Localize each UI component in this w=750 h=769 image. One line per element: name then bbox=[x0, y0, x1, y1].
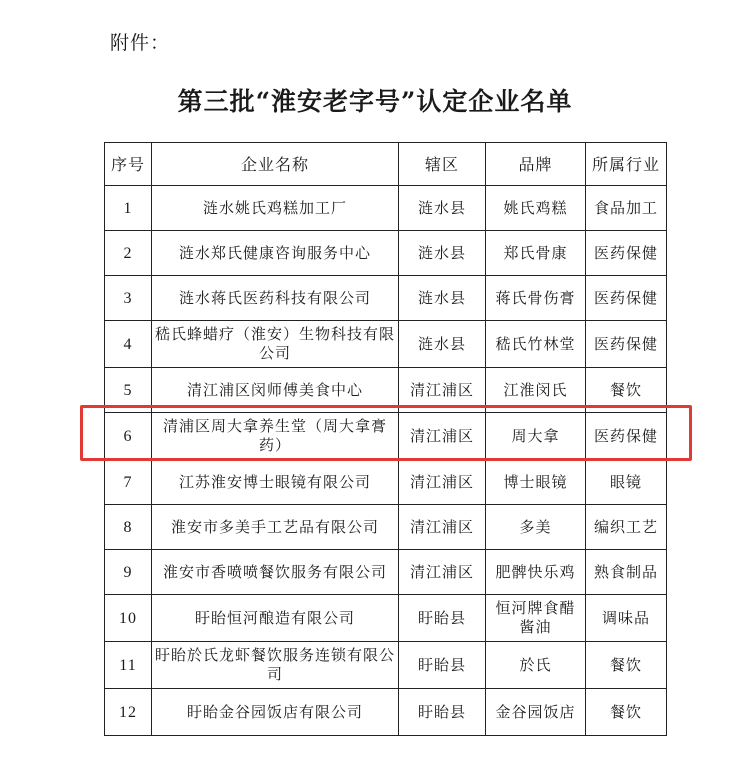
cell-industry: 眼镜 bbox=[586, 460, 667, 505]
table-row bbox=[105, 276, 667, 321]
table-row bbox=[105, 505, 667, 550]
cell-no: 2 bbox=[105, 231, 152, 276]
cell-brand: 周大拿 bbox=[486, 413, 586, 460]
table-row-highlighted bbox=[105, 413, 667, 460]
cell-name: 清江浦区闵师傅美食中心 bbox=[152, 368, 399, 413]
cell-name: 盱眙恒河酿造有限公司 bbox=[152, 595, 399, 642]
cell-no: 8 bbox=[105, 505, 152, 550]
cell-brand: 博士眼镜 bbox=[486, 460, 586, 505]
cell-industry: 食品加工 bbox=[586, 186, 667, 231]
cell-district: 盱眙县 bbox=[399, 689, 486, 736]
cell-brand: 恒河牌食醋酱油 bbox=[486, 595, 586, 642]
header-no: 序号 bbox=[105, 143, 152, 186]
cell-no: 1 bbox=[105, 186, 152, 231]
cell-industry: 餐饮 bbox=[586, 689, 667, 736]
cell-name: 涟水姚氏鸡糕加工厂 bbox=[152, 186, 399, 231]
cell-industry: 调味品 bbox=[586, 595, 667, 642]
cell-name: 盱眙金谷园饭店有限公司 bbox=[152, 689, 399, 736]
table-row bbox=[105, 595, 667, 642]
cell-industry: 熟食制品 bbox=[586, 550, 667, 595]
cell-no: 12 bbox=[105, 689, 152, 736]
cell-no: 6 bbox=[105, 413, 152, 460]
cell-no: 7 bbox=[105, 460, 152, 505]
table-row bbox=[105, 550, 667, 595]
cell-district: 清江浦区 bbox=[399, 368, 486, 413]
header-name: 企业名称 bbox=[152, 143, 399, 186]
cell-district: 涟水县 bbox=[399, 321, 486, 368]
cell-district: 盱眙县 bbox=[399, 642, 486, 689]
header-brand: 品牌 bbox=[486, 143, 586, 186]
cell-district: 清江浦区 bbox=[399, 505, 486, 550]
cell-name: 淮安市多美手工艺品有限公司 bbox=[152, 505, 399, 550]
cell-brand: 蒋氏骨伤膏 bbox=[486, 276, 586, 321]
cell-name: 江苏淮安博士眼镜有限公司 bbox=[152, 460, 399, 505]
cell-industry: 餐饮 bbox=[586, 368, 667, 413]
cell-name: 盱眙於氏龙虾餐饮服务连锁有限公司 bbox=[152, 642, 399, 689]
cell-district: 清江浦区 bbox=[399, 413, 486, 460]
header-industry: 所属行业 bbox=[586, 143, 667, 186]
table-row bbox=[105, 642, 667, 689]
table-row bbox=[105, 368, 667, 413]
cell-no: 9 bbox=[105, 550, 152, 595]
cell-name: 清浦区周大拿养生堂（周大拿膏药） bbox=[152, 413, 399, 460]
cell-district: 清江浦区 bbox=[399, 550, 486, 595]
table-header-row bbox=[105, 143, 667, 186]
cell-name: 涟水郑氏健康咨询服务中心 bbox=[152, 231, 399, 276]
cell-brand: 多美 bbox=[486, 505, 586, 550]
cell-name: 淮安市香喷喷餐饮服务有限公司 bbox=[152, 550, 399, 595]
cell-no: 10 bbox=[105, 595, 152, 642]
table-row bbox=[105, 321, 667, 368]
cell-brand: 嵇氏竹林堂 bbox=[486, 321, 586, 368]
cell-industry: 医药保健 bbox=[586, 321, 667, 368]
cell-industry: 餐饮 bbox=[586, 642, 667, 689]
document-title: 第三批“淮安老字号”认定企业名单 bbox=[177, 87, 573, 116]
cell-district: 盱眙县 bbox=[399, 595, 486, 642]
cell-industry: 编织工艺 bbox=[586, 505, 667, 550]
cell-district: 清江浦区 bbox=[399, 460, 486, 505]
header-district: 辖区 bbox=[399, 143, 486, 186]
cell-no: 4 bbox=[105, 321, 152, 368]
cell-no: 5 bbox=[105, 368, 152, 413]
cell-no: 11 bbox=[105, 642, 152, 689]
cell-brand: 江淮闵氏 bbox=[486, 368, 586, 413]
table-row bbox=[105, 689, 667, 736]
table-row bbox=[105, 231, 667, 276]
cell-name: 涟水蒋氏医药科技有限公司 bbox=[152, 276, 399, 321]
cell-brand: 金谷园饭店 bbox=[486, 689, 586, 736]
attachment-label: 附件： bbox=[110, 32, 171, 54]
cell-industry: 医药保健 bbox=[586, 413, 667, 460]
cell-district: 涟水县 bbox=[399, 231, 486, 276]
table-row bbox=[105, 186, 667, 231]
cell-brand: 肥髀快乐鸡 bbox=[486, 550, 586, 595]
cell-brand: 郑氏骨康 bbox=[486, 231, 586, 276]
cell-district: 涟水县 bbox=[399, 276, 486, 321]
cell-name: 嵇氏蜂蜡疗（淮安）生物科技有限公司 bbox=[152, 321, 399, 368]
cell-no: 3 bbox=[105, 276, 152, 321]
enterprise-table bbox=[104, 142, 667, 736]
table-row bbox=[105, 460, 667, 505]
cell-brand: 姚氏鸡糕 bbox=[486, 186, 586, 231]
cell-brand: 於氏 bbox=[486, 642, 586, 689]
cell-industry: 医药保健 bbox=[586, 231, 667, 276]
cell-industry: 医药保健 bbox=[586, 276, 667, 321]
cell-district: 涟水县 bbox=[399, 186, 486, 231]
